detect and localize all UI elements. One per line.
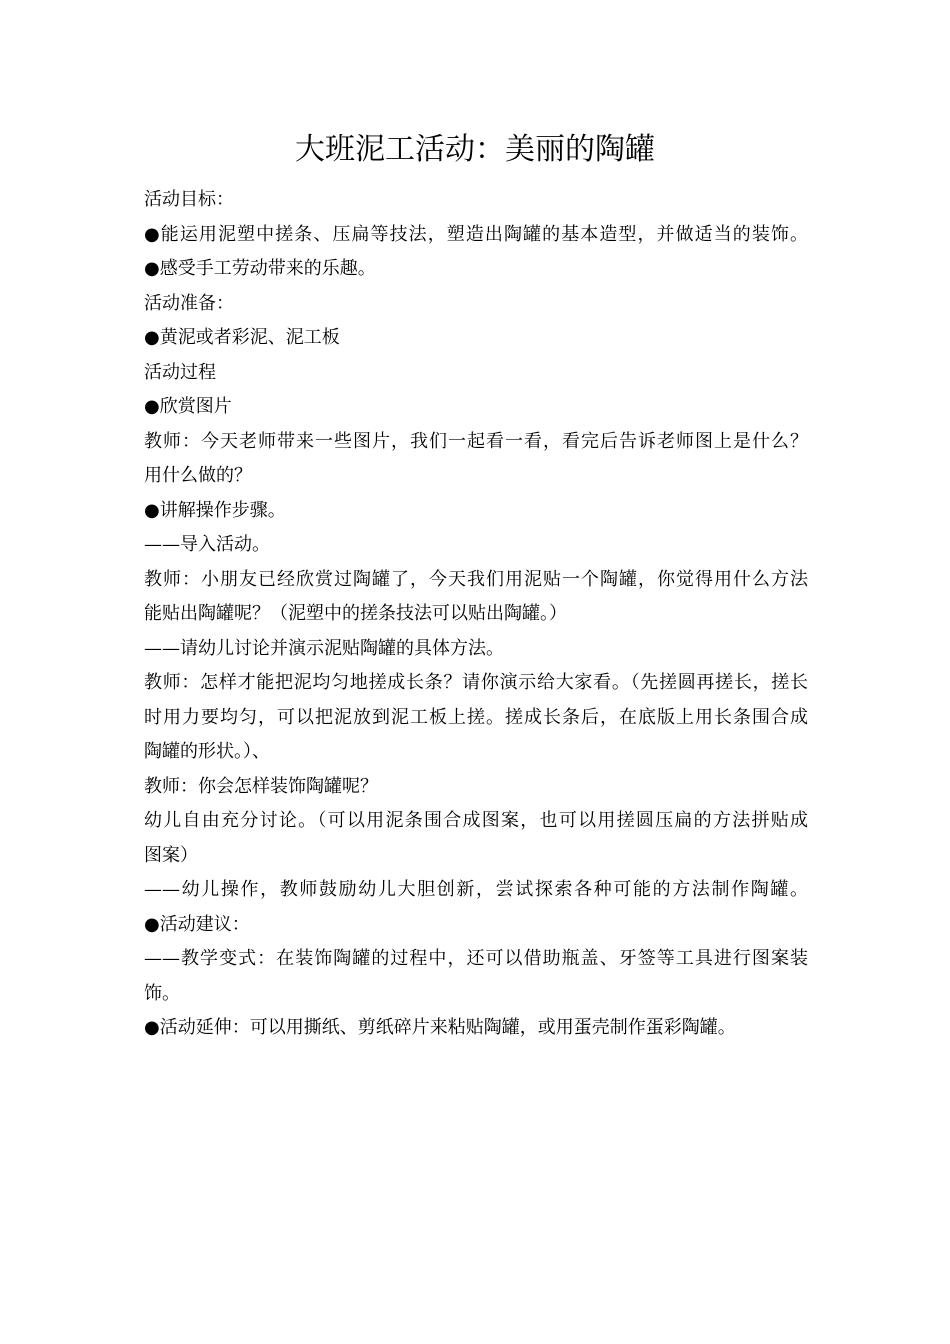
paragraph-line: 教师：怎样才能把泥均匀地搓成长条？请你演示给大家看。（先搓圆再搓长，搓长 (144, 672, 808, 693)
paragraph-line: 教师：你会怎样装饰陶罐呢？ (144, 775, 378, 797)
paragraph-line: ●活动延伸：可以用撕纸、剪纸碎片来粘贴陶罐，或用蛋壳制作蛋彩陶罐。 (144, 1017, 736, 1038)
paragraph-line: 时用力要均匀，可以把泥放到泥工板上搓。搓成长条后，在底版上用长条围合成 (144, 706, 808, 728)
paragraph-line: ——教学变式：在装饰陶罐的过程中，还可以借助瓶盖、牙签等工具进行图案装 (144, 948, 808, 969)
paragraph-line: 教师：小朋友已经欣赏过陶罐了，今天我们用泥贴一个陶罐，你觉得用什么方法 (144, 568, 808, 590)
paragraph-line: 饰。 (144, 982, 180, 1004)
paragraph-line: ●能运用泥塑中搓条、压扁等技法，塑造出陶罐的基本造型，并做适当的装饰。 (144, 223, 808, 245)
document-body (144, 183, 808, 1046)
paragraph-line: ——导入活动。 (144, 534, 270, 555)
section-heading-preparation: 活动准备： (144, 292, 234, 314)
paragraph-line: ●黄泥或者彩泥、泥工板 (144, 327, 340, 348)
paragraph-line: ——请幼儿讨论并演示泥贴陶罐的具体方法。 (144, 637, 504, 659)
paragraph-line: 教师：今天老师带来一些图片，我们一起看一看，看完后告诉老师图上是什么？ (144, 430, 808, 452)
paragraph-line: ●欣赏图片 (144, 396, 232, 417)
paragraph-line: 用什么做的？ (144, 465, 252, 486)
paragraph-line: ●活动建议： (144, 913, 250, 935)
paragraph-line: ●感受手工劳动带来的乐趣。 (144, 258, 376, 279)
paragraph-line: ●讲解操作步骤。 (144, 499, 286, 521)
paragraph-line: ——幼儿操作，教师鼓励幼儿大胆创新，尝试探索各种可能的方法制作陶罐。 (144, 879, 808, 900)
paragraph-line: 图案） (144, 844, 198, 866)
paragraph-line: 能贴出陶罐呢？（泥塑中的搓条技法可以贴出陶罐。） (144, 603, 567, 624)
section-heading-process: 活动过程 (144, 361, 216, 383)
document-title: 大班泥工活动：美丽的陶罐 (295, 132, 655, 167)
paragraph-line: 幼儿自由充分讨论。（可以用泥条围合成图案，也可以用搓圆压扁的方法拼贴成 (144, 810, 808, 831)
section-heading-goals: 活动目标： (144, 189, 234, 210)
paragraph-line: 陶罐的形状。）、 (144, 741, 270, 762)
